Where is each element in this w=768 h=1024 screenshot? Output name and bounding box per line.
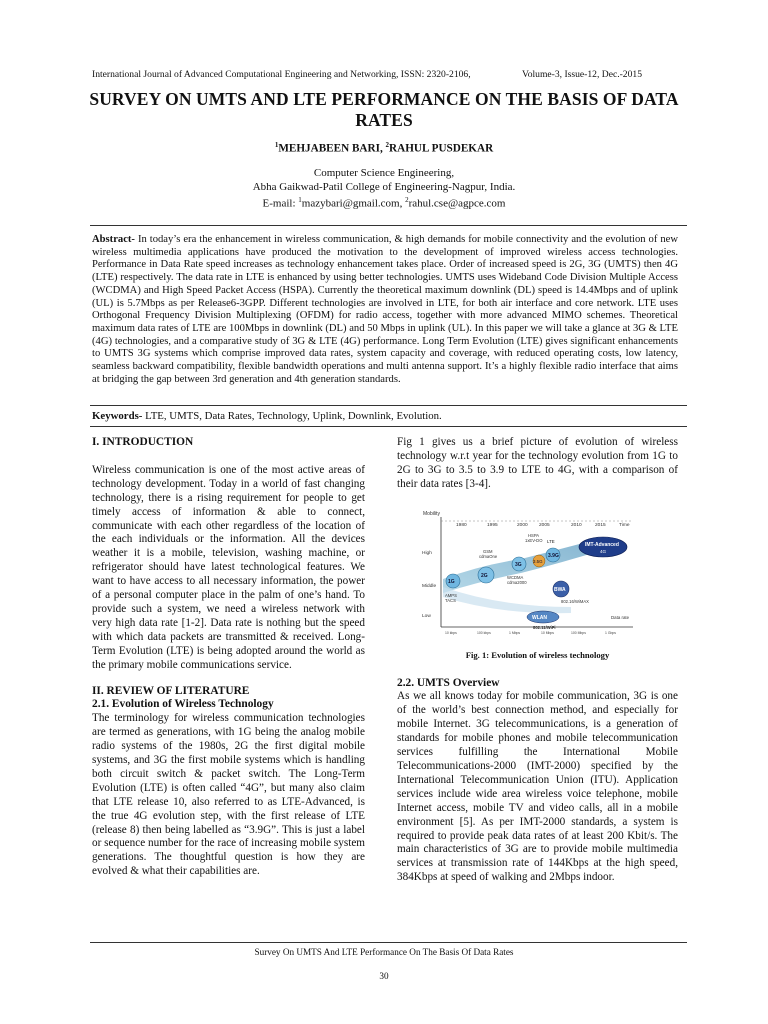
node-wlan: WLAN <box>532 614 547 621</box>
evolution-figure <box>421 507 641 645</box>
year-1995: 1995 <box>487 522 498 528</box>
divider-top <box>90 225 687 226</box>
review-heading: II. REVIEW OF LITERATURE <box>92 684 250 697</box>
review-text: The terminology for wireless communication technologies are termed as generations, with 1G being the analog mobile radio systems of the 1980s, 2G the first digital mobile systems, and 3G the first mobile systems which is handling both circuit switch & packet switch. The Long-Term Evolution (LTE) is often called “4G”, but many also claim that LTE release 10, also referred to as LTE-Advanced, is the true 4G evolution step, with the first release of LTE (release 8) then being labelled as “3.9G”. This is just a label or sequence number for the race of increasing mobile system generations. The thoughtful question is how they are evolved & what their capabilities are. <box>92 712 365 878</box>
evolution-subheading: 2.1. Evolution of Wireless Technology <box>92 698 274 711</box>
node-3g: 3G <box>515 561 522 568</box>
affiliation-block <box>0 167 768 211</box>
axis-time: Time <box>619 522 630 528</box>
email1: mazybari@gmail.com, <box>301 197 406 210</box>
label-wifi: 802.11/WiFi <box>533 624 556 630</box>
year-2010: 2010 <box>571 522 582 528</box>
journal-name: International Journal of Advanced Computational Engineering and Networking, ISSN: 2320-2106, <box>92 69 471 80</box>
label-data-rate: Data rate <box>611 614 630 620</box>
label-wimax: 802.16/WiMAX <box>561 598 589 604</box>
label-gsm: GSM <box>483 548 493 554</box>
intro-text: Wireless communication is one of the most active areas of technology development. Today in a world of fast changing technology, there is a rising requirement for people to get timely access of information & able to connect, communicate with each other regardless of the location of the each individuals or the information. All the devices weather it is a mobile, television, washing machine, or refrigerator should have latest technological features. We want to have access to all necessary information, the power of a personal computer place in the palm of one’s hand. To provide such a system, we need a wireless network with very high data rate [1-2]. Data rate is nothing but the speed with which data packets are transmitted & received. Long-Term Evolution (LTE) is being adopted around the world as the primary mobile communications service. <box>92 463 365 671</box>
evolution-diagram <box>421 507 641 645</box>
page-number: 30 <box>379 971 389 981</box>
keywords-label: Keywords- <box>92 410 143 422</box>
author-line <box>0 141 768 155</box>
scale-1mbps: 1 Mbps <box>509 630 521 635</box>
label-cdma2000: cdma2000 <box>507 579 527 585</box>
label-cdmaone: cdmaOne <box>479 553 498 559</box>
email-line <box>0 194 768 211</box>
running-footer: Survey On UMTS And LTE Performance On The Basis Of Data Rates <box>254 947 514 957</box>
intro-heading: I. INTRODUCTION <box>92 436 194 448</box>
author1-superscript: 1 <box>274 141 279 149</box>
divider-footer <box>90 942 687 943</box>
node-3-9g: 3.9G <box>548 552 559 559</box>
year-2000: 2000 <box>517 522 528 528</box>
author1-name: MEHJABEEN BARI, <box>278 142 386 155</box>
author2-name: RAHUL PUSDEKAR <box>389 142 494 155</box>
scale-10kbps: 10 kbps <box>445 630 457 635</box>
label-hspa: HSPA <box>528 532 540 538</box>
email2: rahul.cse@agpce.com <box>408 197 506 210</box>
label-wcdma: WCDMA <box>507 574 524 580</box>
level-high: High <box>422 550 432 556</box>
label-evdo: 1xEV-DO <box>525 537 543 543</box>
node-imt-advanced: IMT-Advanced <box>585 541 619 548</box>
author2-superscript: 2 <box>385 141 390 149</box>
year-2015: 2015 <box>595 522 606 528</box>
keywords-text: LTE, UMTS, Data Rates, Technology, Uplink, Downlink, Evolution. <box>142 410 442 422</box>
node-lte: LTE <box>547 538 555 544</box>
label-tacs: TACS <box>445 597 456 603</box>
year-2005: 2005 <box>539 522 550 528</box>
journal-volume: Volume-3, Issue-12, Dec.-2015 <box>522 69 642 80</box>
umts-text: As we all knows today for mobile communication, 3G is one of the world’s best connection method, and especially for mobile Internet. 3G telecommunications, is a generation of standards for mobile phones and mobile telecommunication services fulfilling the International Mobile Telecommunications-2000 (IMT-2000) specified by the International Telecommunication Union (ITU). Application services include wide area wireless voice telephone, mobile Internet access, mobile TV and video calls, all in a mobile environment [5]. As per IMT-2000 standards, a system is required to provide peak data rates of at least 200 Kbit/s. The main characteristics of 3G are to provide mobile multimedia services at transmission rate of 144Kbps at the high speed, 384Kbps at speed of walking and 2Mbps indoor. <box>397 690 678 884</box>
umts-heading: 2.2. UMTS Overview <box>397 676 500 689</box>
keywords <box>92 410 678 422</box>
year-1980: 1980 <box>456 522 467 528</box>
paper-title: SURVEY ON UMTS AND LTE PERFORMANCE ON THE BASIS OF DATA RATES <box>89 89 679 130</box>
abstract-text: In today’s era the enhancement in wireless communication, & high demands for mobile connectivity and the evolution of new wireless multimedia applications have produced the motivation to the development of improved wireless access technologies. Performance in Data Rate speed increases as technology enhancement takes place. Order of increased speed is 2G, 3G (UMTS) then 4G (LTE) respectively. The data rate in LTE is enhanced by using better technologies. UMTS uses Wideband Code Division Multiple Access (WCDMA) and High Speed Packet Access (HSPA). Currently the theoretical maximum downlink (DL) speed is 14.4Mbps and of uplink (UL) is 5.7Mbps as per Release6-3GPP. Different technologies are involved in LTE, for both air interface and core network. LTE uses Orthogonal Frequency Division Multiplexing (OFDM) for radio access, together with more advanced MIMO schemes. Theoretical maximum data rates of LTE are 100Mbps in downlink (DL) and 50 Mbps in uplink (UL). In this paper we will take a glance at 3G & LTE (4G) technologies, and a comparative study of 3G & LTE (4G) performance. Long Term Evolution (LTE) gives significant enhancements to UMTS 3G systems which comprise improved data rates, system capacity and coverage, with reduced operating costs, low latency, seamless backward compatibility, flexible bandwidth operations and multi antenna support. It’s a highly flexible radio interface that aims at bridging the gap between 3rd generation and 4th generation standards. <box>92 234 678 385</box>
node-1g: 1G <box>448 578 455 585</box>
figure-intro-text: Fig 1 gives us a brief picture of evolution of wireless technology w.r.t year for the technology evolution from 1G to 2G to 3G to 3.5 to 3.9 to LTE to 4G, with a comparison of their data rates [3-4]. <box>397 436 678 490</box>
abstract <box>92 234 678 386</box>
level-low: Low <box>422 613 431 619</box>
scale-1gbps: 1 Gbps <box>605 630 616 635</box>
scale-100mbps: 100 Mbps <box>571 630 586 635</box>
node-4g: 4G <box>600 548 607 554</box>
label-amps: AMPS <box>445 592 457 598</box>
axis-mobility: Mobility <box>423 510 440 517</box>
scale-10mbps: 10 Mbps <box>541 630 555 635</box>
email2-superscript: 2 <box>405 196 409 205</box>
college: Abha Gaikwad-Patil College of Engineering-Nagpur, India. <box>252 180 516 193</box>
divider-abstract <box>90 405 687 406</box>
figure-caption: Fig. 1: Evolution of wireless technology <box>465 649 610 660</box>
divider-keywords <box>90 426 687 427</box>
journal-header <box>92 69 692 80</box>
left-column <box>92 436 365 879</box>
node-3-5g: 3.5G <box>533 558 543 564</box>
scale-100kbps: 100 kbps <box>477 630 491 635</box>
node-bwa: BWA <box>554 586 566 593</box>
node-2g: 2G <box>481 572 488 579</box>
abstract-label: Abstract- <box>92 234 135 245</box>
department: Computer Science Engineering, <box>313 167 455 179</box>
email-prefix: E-mail: <box>262 197 299 210</box>
right-column <box>397 436 678 885</box>
level-middle: Middle <box>422 583 437 589</box>
email1-superscript: 1 <box>298 196 302 205</box>
